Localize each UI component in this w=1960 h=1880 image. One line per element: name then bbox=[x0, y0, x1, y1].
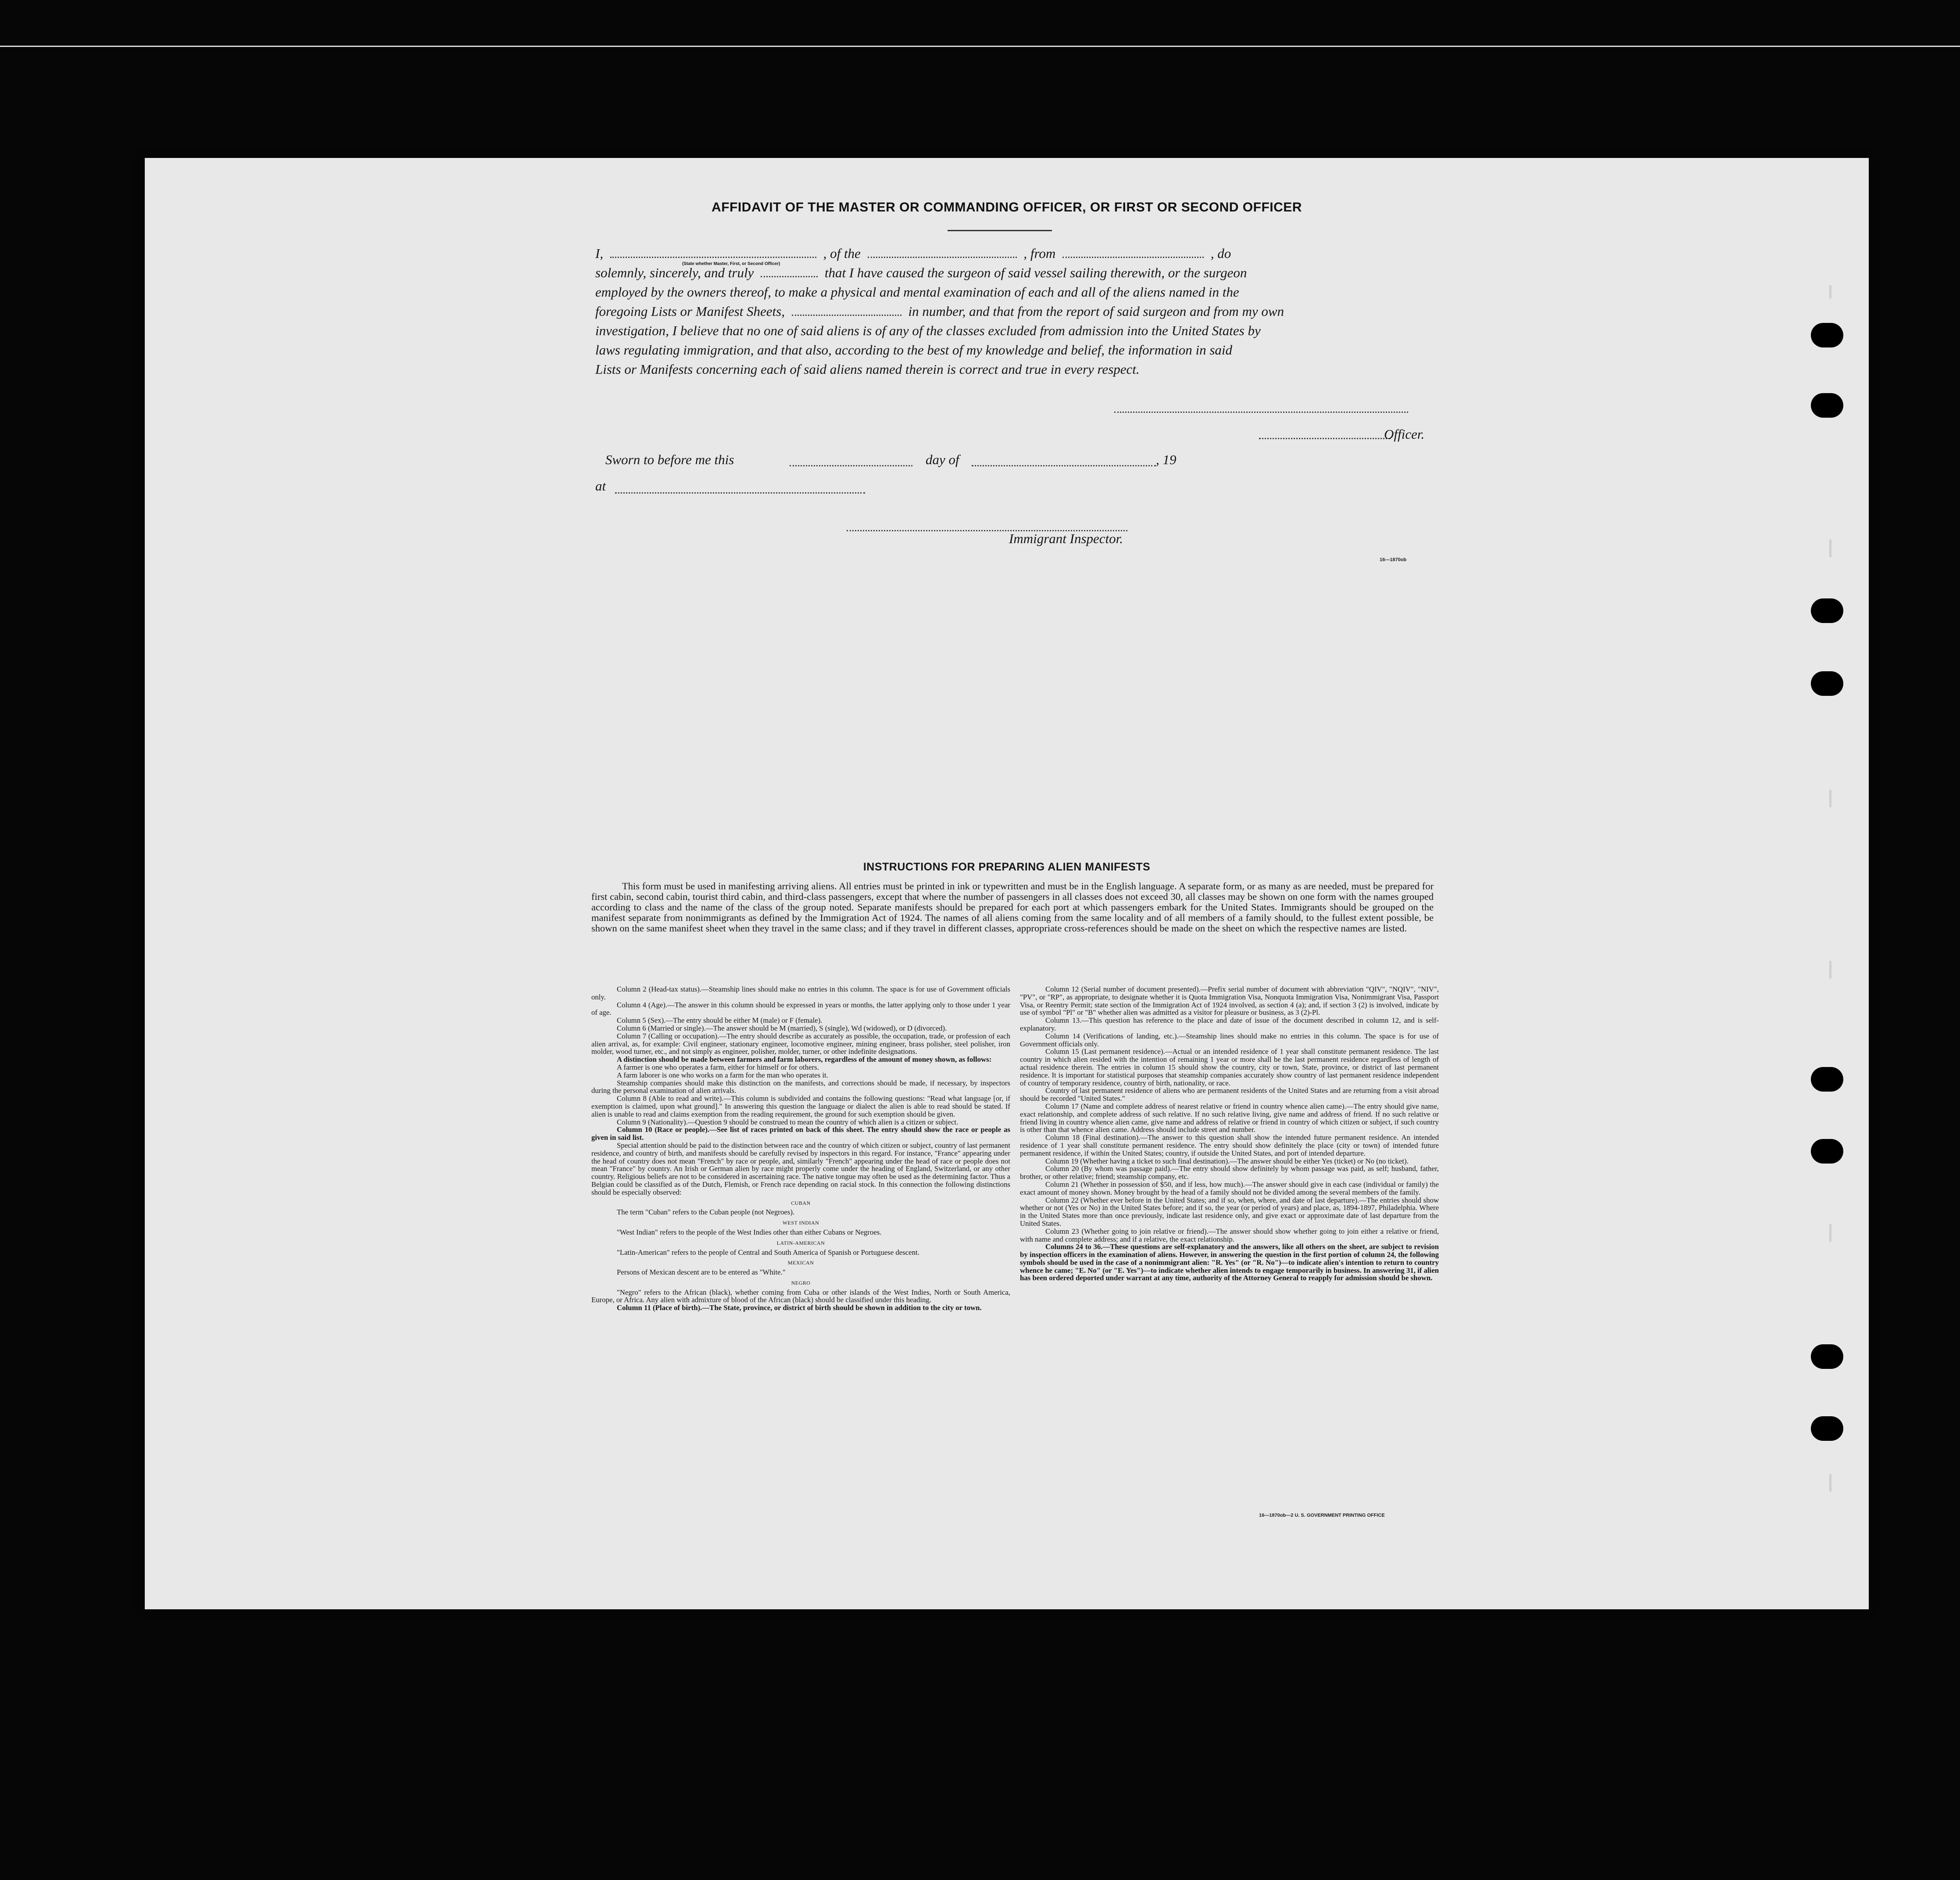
sworn-label: Sworn to before me this bbox=[605, 452, 734, 467]
sworn-month-line[interactable] bbox=[972, 465, 1156, 466]
binder-hole-7 bbox=[1811, 1344, 1843, 1369]
column-4-note: Column 4 (Age).—The answer in this column should be expressed in years or months, the latter applying only to those under 1 year of age. bbox=[591, 1000, 1010, 1017]
day-of-label: day of bbox=[926, 452, 959, 467]
title-rule bbox=[948, 230, 1052, 231]
inspector-label: Immigrant Inspector. bbox=[1009, 531, 1123, 546]
officer-rank-blank[interactable] bbox=[610, 247, 816, 258]
officer-label: Officer. bbox=[1384, 426, 1425, 442]
cuban-heading: CUBAN bbox=[791, 1200, 811, 1206]
affidavit-line-1 bbox=[595, 244, 1455, 263]
column-13-note: Column 13.—This question has reference to the place and date of issue of the document described in column 12, and is self-explanatory. bbox=[1020, 1016, 1439, 1032]
place-line[interactable] bbox=[615, 492, 865, 494]
column-5-note: Column 5 (Sex).—The entry should be either M (male) or F (female). bbox=[617, 1016, 823, 1025]
farmer-definition: A farmer is one who operates a farm, either for himself or for others. bbox=[617, 1063, 819, 1071]
steamship-note: Steamship companies should make this distinction on the manifests, and corrections should be made, if necessary, by inspectors during the personal examination of alien arrivals. bbox=[591, 1078, 1010, 1095]
state-note: (State whether Master, First, or Second Officer) bbox=[682, 261, 780, 266]
west-indian-definition: "West Indian" refers to the people of the West Indies other than either Cubans or Negroes. bbox=[617, 1228, 882, 1236]
affidavit-line-2a: solemnly, sincerely, and truly bbox=[595, 265, 754, 280]
affidavit-line-2 bbox=[595, 263, 1455, 283]
mexican-heading: MEXICAN bbox=[787, 1260, 814, 1266]
column-12-note: Column 12 (Serial number of document presented).—Prefix serial number of document with abbreviation "QIV", "NQIV", "NIV", "PV", or "RP", as appropriate, to designate whether it is Quota Immigration Visa, Nonquota Immigration Visa, Nonimmigrant Visa, Passport Visa, or Reentry Permit; state section of the Immigration Act of 1924 involved, as section 4 (a); and, if section 3 (2) is involved, indicate by use of symbol "Pl" or "B" whether alien was admitted as a visitor for pleasure or business, as 3 (2)-Pl. bbox=[1020, 985, 1439, 1017]
binder-hole-1 bbox=[1811, 323, 1843, 347]
latin-american-heading: LATIN-AMERICAN bbox=[776, 1239, 825, 1246]
special-attention-note: Special attention should be paid to the distinction between race and the country of which citizen or subject, country of last permanent residence, and country of birth, and manifests should be carefully revised by inspectors in this regard. For instance, "France" appearing under the head of country does not mean "French" by race or people, and, similarly "French" appearing under the head of race or people does not mean "France" by country. An Irish or German alien by race might properly come under the heading of England, Switzerland, or any other country. Religious beliefs are not to be considered in ascertaining race. The native tongue may often be used as the determining factor. Thus a Belgian could be classified as of the Dutch, Flemish, or French race depending on racial stock. In this connection the following distinctions should be especially observed: bbox=[591, 1141, 1010, 1196]
year-label: , 19 bbox=[1156, 452, 1177, 467]
binder-hole-3 bbox=[1811, 598, 1843, 623]
farm-laborer-definition: A farm laborer is one who works on a farm for the man who operates it. bbox=[617, 1071, 828, 1079]
latin-american-definition: "Latin-American" refers to the people of Central and South America of Spanish or Portuguese descent. bbox=[617, 1248, 919, 1257]
column-21-note: Column 21 (Whether in possession of $50, and if less, how much).—The answer should give in each case (individual or family) the exact amount of money shown. Money brought by the head of a family should not be divided among the several members of the family. bbox=[1020, 1180, 1439, 1196]
mexican-definition: Persons of Mexican descent are to be entered as "White." bbox=[617, 1268, 786, 1277]
cuban-definition: The term "Cuban" refers to the Cuban people (not Negroes). bbox=[617, 1208, 795, 1217]
column-14-note: Column 14 (Verifications of landing, etc.).—Steamship lines should make no entries in this column. The space is for use of Government officials only. bbox=[1020, 1031, 1439, 1048]
edge-mark bbox=[1829, 961, 1831, 978]
column-19-note: Column 19 (Whether having a ticket to such final destination).—The answer should be either Yes (ticket) or No (no ticket). bbox=[1045, 1157, 1409, 1165]
edge-mark bbox=[1829, 285, 1831, 298]
column-18-note: Column 18 (Final destination).—The answer to this question shall show the intended future permanent residence. An intended residence of 1 year shall constitute permanent residence. The entry should show definitely the place (city or town) of intended future permanent residence, if within the United States; country, if outside the United States, and port of intended departure. bbox=[1020, 1133, 1439, 1157]
at-label: at bbox=[595, 478, 606, 494]
binder-hole-5 bbox=[1811, 1067, 1843, 1092]
affidavit-line-5: investigation, I believe that no one of said aliens is of any of the classes excluded from admission into the United States by bbox=[595, 323, 1261, 338]
farmer-distinction: A distinction should be made between farmers and farm laborers, regardless of the amount of money shown, as follows: bbox=[617, 1055, 992, 1064]
instructions-intro: This form must be used in manifesting arriving aliens. All entries must be printed in ink or typewritten and must be in the English language. A separate form, or as many as are needed, must be prepared for first cabin, second cabin, tourist third cabin, and third-class passengers, except that where the number of passengers in all classes does not exceed 30, all classes may be shown on one form with the names grouped according to class and the name of the class of the group noted. Separate manifests should be prepared for each port at which passengers embark for the United States. Immigrants should be grouped on the manifest separate from nonimmigrants as defined by the Immigration Act of 1924. The names of all aliens coming from the same locality and of all members of a family should, to the fullest extent possible, be shown on the same manifest sheet when they travel in the same class; and if they travel in different classes, appropriate cross-references should be made on the sheet on which the respective names are listed. bbox=[591, 881, 1434, 934]
column-17-note: Column 17 (Name and complete address of nearest relative or friend in country whence alien came).—The entry should give name, exact relationship, and complete address of such relative. If no such relative living, give name and address of friend. If no such relative or friend living in country whence alien came, give name and address of relative or friend in country of which citizen or subject, if such country is other than that whence alien came. Address should include street and number. bbox=[1020, 1102, 1439, 1134]
affidavit-line-6: laws regulating immigration, and that also, according to the best of my knowledge and belief, the information in said bbox=[595, 342, 1233, 358]
column-23-note: Column 23 (Whether going to join relative or friend).—The answer should show whether going to join either a relative or friend, with name and complete address; and if a relative, the exact relationship. bbox=[1020, 1227, 1439, 1243]
form-number: 16—1870ob bbox=[1380, 557, 1407, 562]
instructions-right-column bbox=[1020, 985, 1439, 1282]
binder-hole-2 bbox=[1811, 393, 1843, 418]
affidavit-i: I, bbox=[595, 246, 604, 261]
column-9-note: Column 9 (Nationality).—Question 9 should be construed to mean the country of which alien is a citizen or subject. bbox=[617, 1117, 959, 1126]
affidavit-line-4a: foregoing Lists or Manifest Sheets, bbox=[595, 304, 785, 319]
column-7-note: Column 7 (Calling or occupation).—The entry should describe as accurately as possible, the occupation, trade, or profession of each alien arrival, as, for example: Civil engineer, stationary engineer, locomotive engineer, mining engineer, brass polisher, steel polisher, iron molder, wood turner, etc., and not simply as engineer, polisher, molder, turner, or other indefinite designations. bbox=[591, 1031, 1010, 1056]
affidavit-line-7: Lists or Manifests concerning each of said aliens named therein is correct and true in every respect. bbox=[595, 362, 1140, 377]
officer-signature-line[interactable] bbox=[1114, 412, 1408, 413]
country-residence-note: Country of last permanent residence of aliens who are permanent residents of the United States and are returning from a visit abroad should be recorded "United States." bbox=[1020, 1086, 1439, 1103]
column-8-note: Column 8 (Able to read and write).—This column is subdivided and contains the following questions: "Read what language [or, if exemption is claimed, upon what ground]." In answering this question the language or dialect the alien is able to read should be stated. If alien is unable to read and claims exemption from the reading requirement, the ground for such exemption should be given. bbox=[591, 1094, 1010, 1118]
affidavit-line-3: employed by the owners thereof, to make a physical and mental examination of each and all of the aliens named in the bbox=[595, 284, 1239, 300]
column-20-note: Column 20 (By whom was passage paid).—The entry should show definitely by whom passage was paid, as self; husband, father, brother, or other relative; friend; steamship company, etc. bbox=[1020, 1164, 1439, 1181]
vessel-blank[interactable] bbox=[868, 247, 1017, 258]
binder-hole-4 bbox=[1811, 671, 1843, 696]
column-2-note: Column 2 (Head-tax status).—Steamship lines should make no entries in this column. The space is for use of Government officials only. bbox=[591, 985, 1010, 1001]
column-10-note: Column 10 (Race or people).—See list of races printed on back of this sheet. The entry should show the race or people as given in said list. bbox=[591, 1125, 1010, 1142]
sworn-date-line[interactable] bbox=[790, 465, 912, 466]
edge-mark bbox=[1829, 1474, 1831, 1492]
affidavit-of-the: , of the bbox=[823, 246, 861, 261]
affidavit-line-4 bbox=[595, 302, 1455, 321]
manifest-sheet-back bbox=[145, 158, 1869, 1609]
binder-hole-6 bbox=[1811, 1139, 1843, 1164]
printing-office-footer: 16—1870ob—2 U. S. GOVERNMENT PRINTING OFFICE bbox=[1259, 1513, 1385, 1518]
affidavit-from: , from bbox=[1023, 246, 1056, 261]
binder-hole-8 bbox=[1811, 1416, 1843, 1441]
column-15-note: Column 15 (Last permanent residence).—Actual or an intended residence of 1 year shall constitute permanent residence. The last country in which alien resided with the intention of remaining 1 year or more shall be the last permanent residence regardless of length of actual residence therein. The entries in column 15 should show the country, city or town, State, province, or district of last permanent residence. It is important for statistical purposes that steamship companies accurately show country of last permanent residence independent of country of temporary residence, country of birth, nationality, or race. bbox=[1020, 1047, 1439, 1087]
negro-definition: "Negro" refers to the African (black), whether coming from Cuba or other islands of the West Indies, North or South America, Europe, or Africa. Any alien with admixture of blood of the African (black) should be classified under this heading. bbox=[591, 1288, 1010, 1304]
columns-24-36-note: Columns 24 to 36.—These questions are self-explanatory and the answers, like all others on the sheet, are subject to revision by inspection officers in the examination of aliens. However, in answering the question in the first portion of column 24, the following symbols should be used in the case of a nonimmigrant alien: "R. Yes" (or "R. No")—to indicate alien's intention to return to country whence he came; "E. No" (or "E. Yes")—to indicate whether alien intends to engage temporarily in business. In answering 31, if alien has been ordered deported under warrant at any time, authority of the Attorney General to reapply for admission should be shown. bbox=[1020, 1243, 1439, 1282]
affidavit-do: , do bbox=[1210, 246, 1231, 261]
edge-mark bbox=[1829, 540, 1831, 557]
affidavit-title: AFFIDAVIT OF THE MASTER OR COMMANDING OFFICER, OR FIRST OR SECOND OFFICER bbox=[712, 200, 1302, 215]
officer-title-line[interactable] bbox=[1259, 438, 1391, 439]
affidavit-line-2b: that I have caused the surgeon of said vessel sailing therewith, or the surgeon bbox=[824, 265, 1247, 280]
sheet-count-blank[interactable] bbox=[792, 305, 901, 316]
edge-mark bbox=[1829, 790, 1831, 807]
swear-blank[interactable] bbox=[761, 266, 818, 277]
column-11-note: Column 11 (Place of birth).—The State, province, or district of birth should be shown in addition to the city or town. bbox=[617, 1303, 982, 1312]
edge-mark bbox=[1829, 1224, 1831, 1242]
west-indian-heading: WEST INDIAN bbox=[782, 1220, 819, 1226]
negro-heading: NEGRO bbox=[791, 1279, 811, 1286]
affidavit-line-4b: in number, and that from the report of said surgeon and from my own bbox=[908, 304, 1284, 319]
column-6-note: Column 6 (Married or single).—The answer should be M (married), S (single), Wd (widowed), or D (divorced). bbox=[617, 1024, 947, 1032]
scan-top-line bbox=[0, 46, 1960, 47]
instructions-left-column bbox=[591, 985, 1010, 1312]
port-blank[interactable] bbox=[1062, 247, 1204, 258]
column-22-note: Column 22 (Whether ever before in the United States; and if so, when, where, and date of last departure).—The entries should show whether or not (Yes or No) in the United States before; and if so, the year (or period of years) and place, as, 1894-1897, Philadelphia. Where in the United States more than once previously, indicate last residence only, and give exact or approximate date of last departure from the United States. bbox=[1020, 1196, 1439, 1228]
instructions-title: INSTRUCTIONS FOR PREPARING ALIEN MANIFESTS bbox=[863, 861, 1151, 873]
